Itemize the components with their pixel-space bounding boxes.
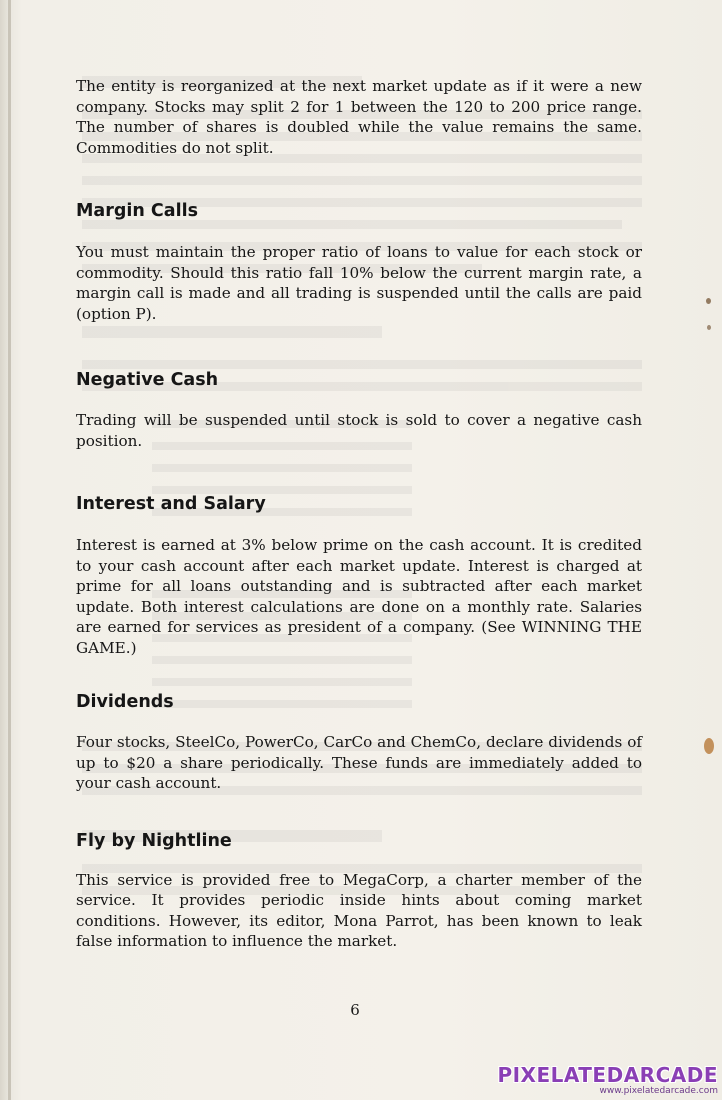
section-body: Trading will be suspended until stock is sold to cover a negative cash position. bbox=[76, 411, 642, 450]
page-number: 6 bbox=[350, 1001, 360, 1019]
watermark-logo: PIXELATEDARCADE bbox=[497, 1063, 718, 1087]
section-body: This service is provided free to MegaCorp, a charter member of the service. It provides periodic inside hints about coming market conditions. However, its editor, Mona Parrot, has been known to leak false information to influence the market. bbox=[76, 870, 642, 950]
section-heading: Fly by Nightline bbox=[76, 830, 232, 851]
section-heading: Interest and Salary bbox=[76, 494, 266, 514]
paper-stain bbox=[706, 298, 711, 304]
paper-stain bbox=[704, 738, 714, 754]
section-body: Interest is earned at 3% below prime on the cash account. It is credited to your cash account after each market update. Interest is charged at prime for all loans outstanding and is subtracted after each market update. Both interest calculations are done on a monthly rate. Salaries are earned for services as president of a company. (See WINNING THE GAME.) bbox=[76, 536, 642, 657]
section-heading: Dividends bbox=[76, 692, 174, 712]
section-body: You must maintain the proper ratio of loans to value for each stock or commodity. Should this ratio fall 10% below the current margin rate, a margin call is made and all trading is suspended until the calls are paid (option P). bbox=[76, 243, 642, 323]
page-content bbox=[76, 76, 642, 952]
page-spine bbox=[8, 0, 11, 1100]
section-heading: Margin Calls bbox=[76, 201, 198, 221]
section-body: Four stocks, SteelCo, PowerCo, CarCo and ChemCo, declare dividends of up to $20 a share periodically. These funds are immediately added to your cash account. bbox=[76, 733, 642, 792]
section-heading: Negative Cash bbox=[76, 370, 219, 390]
section-body: The entity is reorganized at the next market update as if it were a new company. Stocks may split 2 for 1 between the 120 to 200 price range. The number of shares is doubled while the value remains the same. Commodities do not split. bbox=[76, 77, 642, 157]
paper-stain bbox=[707, 325, 711, 330]
watermark-url: www.pixelatedarcade.com bbox=[599, 1086, 718, 1096]
watermark bbox=[497, 1064, 718, 1097]
